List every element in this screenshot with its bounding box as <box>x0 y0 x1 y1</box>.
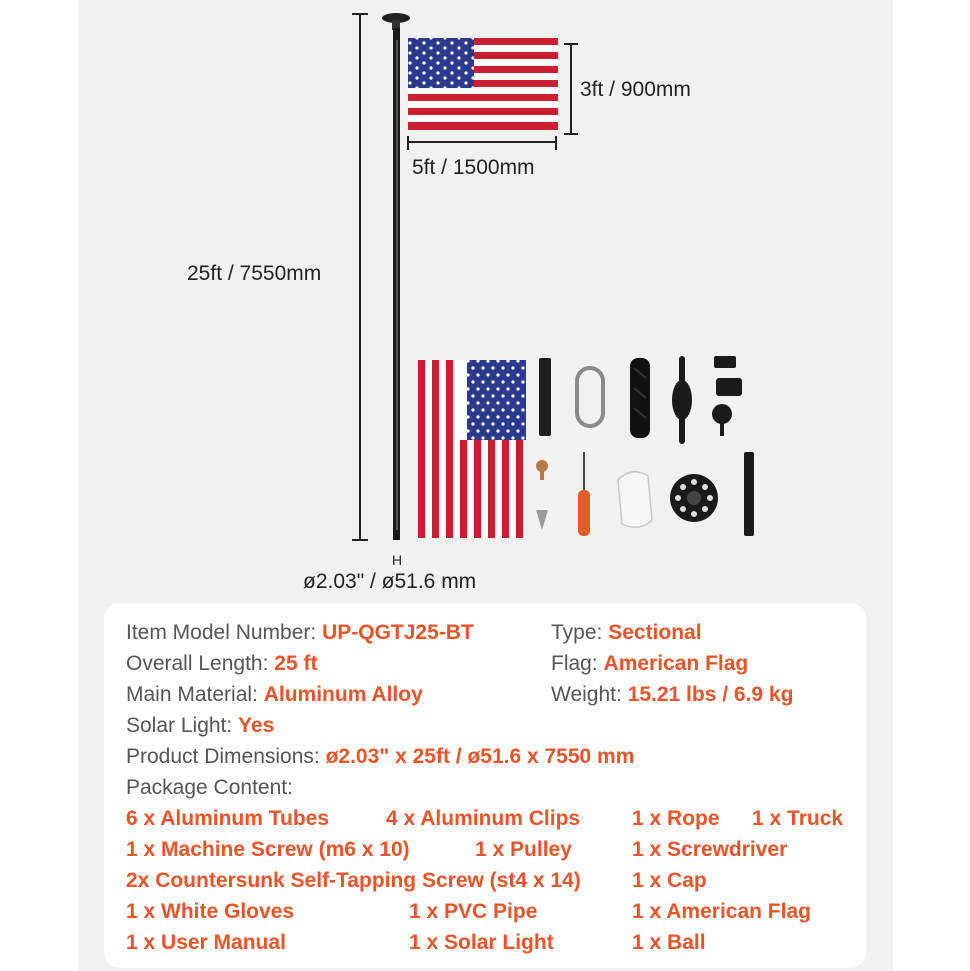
folded-flag <box>418 360 526 538</box>
pole-marker-label: H <box>392 552 403 568</box>
rope <box>630 358 650 438</box>
package-item: 4 x Aluminum Clips <box>386 807 581 830</box>
white-gloves <box>618 472 652 527</box>
package-item: 1 x White Gloves <box>126 900 295 923</box>
spec-length: Overall Length: 25 ft <box>126 652 318 675</box>
package-content-heading: Package Content: <box>126 776 293 799</box>
screwdriver <box>578 452 590 536</box>
flagpole <box>382 13 410 540</box>
flag-width-label: 5ft / 1500mm <box>412 156 535 179</box>
flag-width-dimension <box>408 136 556 150</box>
truck <box>672 356 692 444</box>
spec-model: Item Model Number: UP-QGTJ25-BT <box>126 621 474 644</box>
spec-flag: Flag: American Flag <box>551 652 749 675</box>
package-item: 1 x Rope <box>632 807 720 830</box>
package-item: 1 x American Flag <box>632 900 811 923</box>
spec-product-dimensions: Product Dimensions: ø2.03" x 25ft / ø51.6 x 7550 mm <box>126 745 635 768</box>
package-item: 1 x Ball <box>632 931 706 954</box>
pole-height-label: 25ft / 7550mm <box>187 262 322 285</box>
package-item: 1 x Solar Light <box>409 931 554 954</box>
flying-flag <box>408 38 558 130</box>
screws <box>536 460 548 530</box>
aluminum-tube <box>744 452 754 536</box>
diameter-label: ø2.03" / ø51.6 mm <box>303 570 477 593</box>
package-item: 1 x Cap <box>632 869 707 892</box>
package-item: 2x Countersunk Self-Tapping Screw (st4 x 14) <box>126 869 581 892</box>
spec-material: Main Material: Aluminum Alloy <box>126 683 423 706</box>
package-item: 1 x Truck <box>752 807 844 830</box>
height-dimension-line <box>352 14 368 540</box>
cap-and-ball <box>712 356 742 436</box>
flag-height-dimension <box>564 44 578 134</box>
spec-solar: Solar Light: Yes <box>126 714 275 737</box>
package-item: 6 x Aluminum Tubes <box>126 807 330 830</box>
spec-weight: Weight: 15.21 lbs / 6.9 kg <box>551 683 794 706</box>
pvc-pipe <box>539 358 551 436</box>
flag-height-label: 3ft / 900mm <box>580 78 691 101</box>
aluminum-clip <box>577 368 603 426</box>
package-item: 1 x Pulley <box>475 838 572 861</box>
package-item: 1 x User Manual <box>126 931 286 954</box>
solar-light <box>670 474 718 522</box>
spec-type: Type: Sectional <box>551 621 702 644</box>
package-item: 1 x Screwdriver <box>632 838 788 861</box>
package-item: 1 x Machine Screw (m6 x 10) <box>126 838 410 861</box>
package-item: 1 x PVC Pipe <box>409 900 538 923</box>
